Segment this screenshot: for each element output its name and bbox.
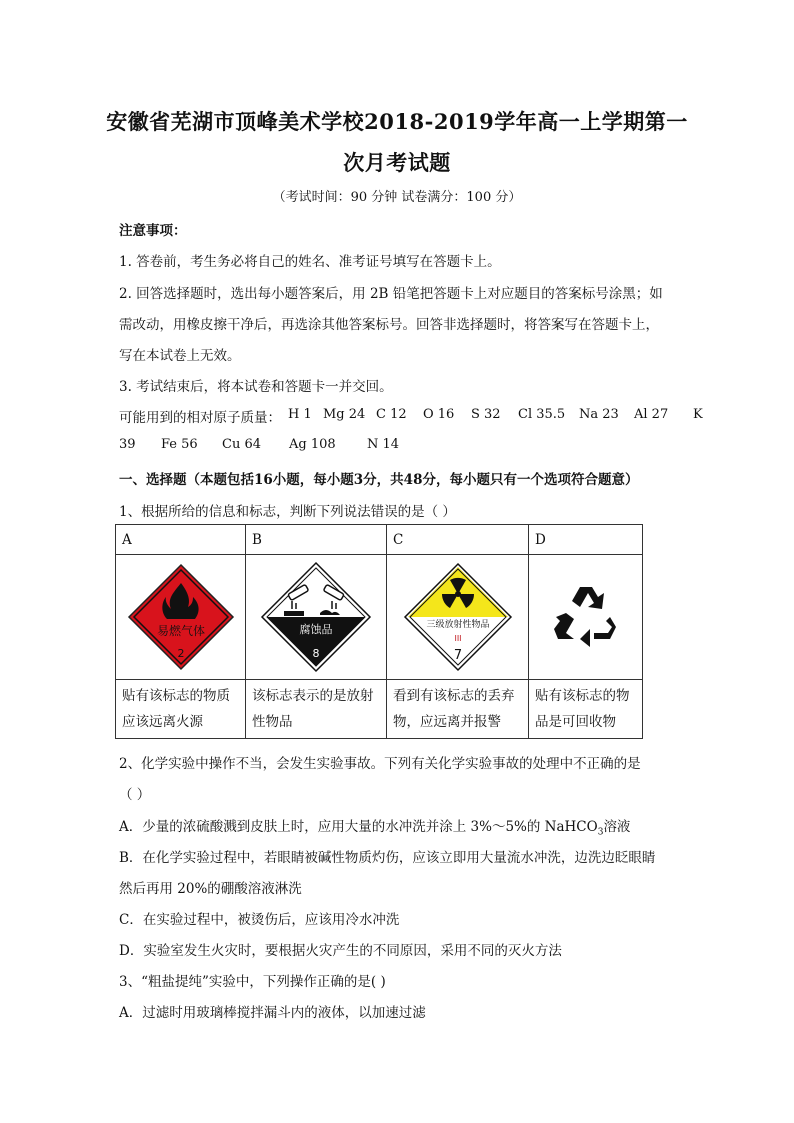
q1-stem: 1、根据所给的信息和标志，判断下列说法错误的是（ ） [119,504,456,520]
q3-stem: 3、“粗盐提纯”实验中，下列操作正确的是( ) [119,974,386,990]
atomic-mass-entry: Na 23 [579,407,619,422]
notes-item-1: 1. 答卷前，考生务必将自己的姓名、准考证号填写在答题卡上。 [119,254,501,270]
atomic-mass-entry: S 32 [471,407,501,422]
atomic-mass-entry: C 12 [376,407,407,422]
sign-c-number: 7 [453,648,462,663]
q2-option-b-line2: 然后再用 20%的硼酸溶液淋洗 [119,881,302,897]
option-d-letter: D [529,525,643,555]
sign-c-roman: III [453,634,462,643]
option-b-description: 该标志表示的是放射 性物品 [246,680,387,739]
atomic-mass-entry: O 16 [423,407,455,422]
q2-stem-line1: 2、化学实验中操作不当，会发生实验事故。下列有关化学实验事故的处理中不正确的是 [119,756,641,772]
option-c-sign-cell [387,555,529,680]
q2-option-b-line1: B．在化学实验过程中，若眼睛被碱性物质灼伤，应该立即用大量流水冲洗，边洗边眨眼睛 [119,850,656,866]
q2-option-a: A．少量的浓硫酸溅到皮肤上时，应用大量的水冲洗并涂上 3%～5%的 NaHCO$_3$溶液 [119,819,631,838]
q2-option-d: D．实验室发生火灾时，要根据火灾产生的不同原因，采用不同的灭火方法 [119,943,562,959]
notes-item-2-line1: 2. 回答选择题时，选出每小题答案后，用 2B 铅笔把答题卡上对应题目的答案标号涂黑；如 [119,286,663,302]
atomic-mass-entry: 39 [119,437,136,452]
recycle-sign-icon [546,577,626,657]
option-b-letter: B [246,525,387,555]
q2-stem-line2: （ ） [119,787,151,803]
sign-b-number: 8 [312,647,320,660]
option-d-sign-cell [529,555,643,680]
atomic-mass-entry: Cu 64 [222,437,261,452]
atomic-mass-entry: Ag 108 [289,437,336,452]
sign-a-number: 2 [177,647,184,660]
atomic-mass-entry: K [693,407,703,422]
option-a-sign-cell [116,555,246,680]
notes-item-2-line2: 需改动，用橡皮擦干净后，再选涂其他答案标号。回答非选择题时，将答案写在答题卡上， [119,317,659,333]
hazard-sign-table [115,524,643,739]
option-b-sign-cell [246,555,387,680]
option-d-description: 贴有该标志的物 品是可回收物 [529,680,643,739]
notes-item-2-line3: 写在本试卷上无效。 [119,348,241,364]
radioactive-sign-icon [401,560,515,674]
atomic-mass-entry: Fe 56 [161,437,198,452]
exam-title-line2: 次月考试题 [343,150,451,175]
exam-title-line1: 安徽省芜湖市顶峰美术学校2018-2019学年高一上学期第一 [106,109,688,134]
notes-heading: 注意事项： [119,223,187,239]
q3-option-a: A．过滤时用玻璃棒搅拌漏斗内的液体，以加速过滤 [119,1005,426,1021]
q2-option-c: C．在实验过程中，被烫伤后，应该用冷水冲洗 [119,912,400,928]
corrosive-sign-icon [258,559,374,675]
sign-a-label: 易燃气体 [156,624,205,638]
atomic-mass-entry: Mg 24 [323,407,366,422]
atomic-mass-entry: H 1 [288,407,312,422]
option-a-letter: A [116,525,246,555]
atomic-mass-label: 可能用到的相对原子质量： [119,410,281,426]
atomic-mass-entry: Al 27 [634,407,669,422]
option-a-description: 贴有该标志的物质 应该远离火源 [116,680,246,739]
option-c-description: 看到有该标志的丢弃 物，应远离并报警 [387,680,529,739]
sign-c-label: 三级放射性物品 [425,620,490,630]
section-heading: 一、选择题（本题包括16小题，每小题3分，共48分，每小题只有一个选项符合题意） [119,472,639,488]
sign-b-label: 腐蚀品 [299,623,333,636]
flammable-gas-sign-icon [125,561,237,673]
atomic-mass-entry: N 14 [367,437,400,452]
option-c-letter: C [387,525,529,555]
atomic-mass-entry: Cl 35.5 [518,407,566,422]
notes-item-3: 3. 考试结束后，将本试卷和答题卡一并交回。 [119,379,393,395]
exam-subtitle: （考试时间：90 分钟 试卷满分：100 分） [272,190,522,205]
